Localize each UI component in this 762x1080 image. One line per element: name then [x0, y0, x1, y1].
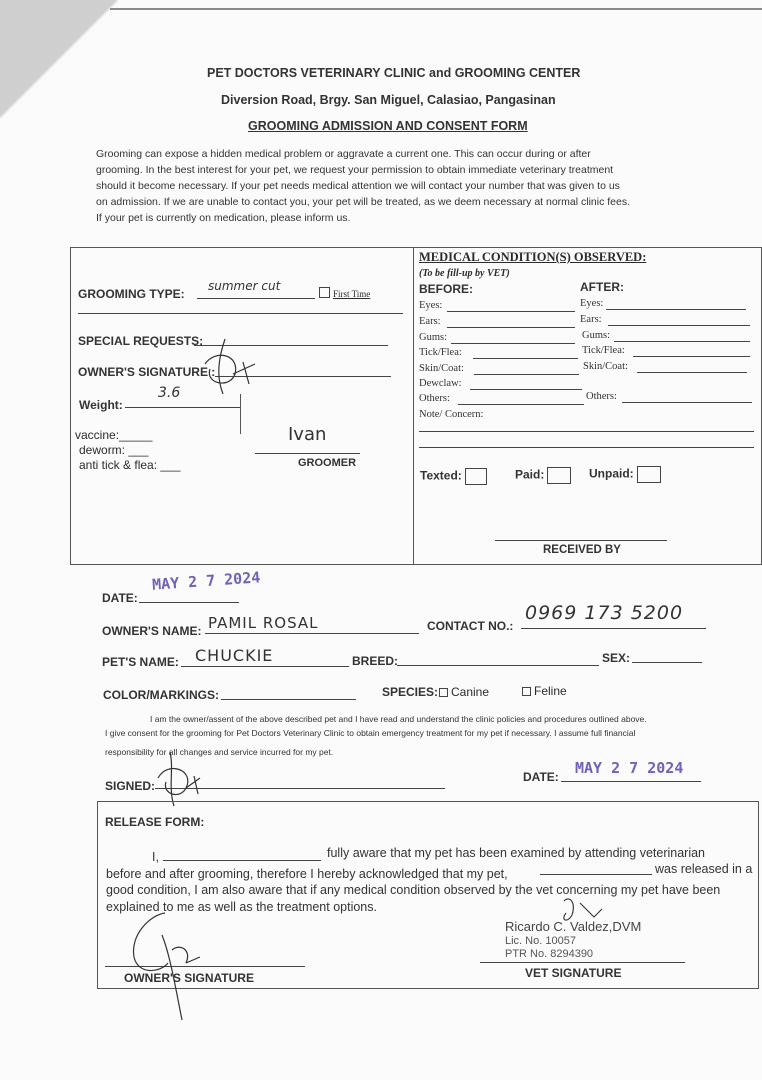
before-others-line[interactable] — [458, 404, 584, 405]
release-line3: good condition, I am also aware that if any medical condition observed by the vet concerning my pet have been — [106, 883, 721, 897]
release-name-line[interactable] — [163, 860, 321, 861]
consent-line: I give consent for the grooming for Pet Doctors Veterinary Clinic to obtain emergency treatment for my pet if necessary. I assume full financial — [105, 728, 636, 738]
release-line4: explained to me as well as the treatment options. — [106, 900, 377, 914]
before-skin-line[interactable] — [474, 374, 579, 375]
species-feline-option[interactable] — [522, 684, 567, 698]
deworm-label: deworm: — [79, 443, 126, 457]
groomer-line — [255, 453, 360, 454]
after-gums-line[interactable] — [614, 341, 750, 342]
before-skin: Skin/Coat: — [419, 363, 464, 374]
pet-name-line — [181, 666, 349, 667]
pet-name-label: PET'S NAME: — [102, 655, 179, 669]
note-line-2[interactable] — [419, 447, 754, 448]
contact-label: CONTACT NO.: — [427, 619, 514, 633]
paid-label: Paid: — [515, 467, 545, 482]
vet-signature-line[interactable] — [480, 962, 685, 963]
before-tick-line[interactable] — [473, 358, 578, 359]
sex-line[interactable] — [632, 662, 702, 663]
groomer-signature[interactable]: Ivan — [288, 424, 327, 445]
after-tick-line[interactable] — [633, 356, 750, 357]
form-title: GROOMING ADMISSION AND CONSENT FORM — [248, 119, 528, 133]
weight-line — [125, 407, 240, 408]
release-signature-scribble-icon — [120, 905, 210, 1025]
clinic-name: PET DOCTORS VETERINARY CLINIC and GROOMING CENTER — [207, 66, 581, 80]
after-tick: Tick/Flea: — [582, 345, 625, 356]
texted-label: Texted: — [420, 468, 462, 483]
after-skin-line[interactable] — [637, 372, 747, 373]
release-pet-line[interactable] — [540, 874, 652, 875]
signature-scribble-icon — [185, 334, 265, 404]
sex-label: SEX: — [602, 651, 631, 665]
contact-value[interactable]: 0969 173 5200 — [525, 602, 684, 624]
before-eyes-line[interactable] — [447, 311, 575, 312]
after-label: AFTER: — [580, 280, 624, 294]
intro-line: grooming. In the best interest for your pet, we request your permission to obtain immediate veterinary treatment — [96, 164, 614, 176]
before-ears-line[interactable] — [447, 327, 575, 328]
release-i: I, — [152, 850, 159, 864]
clinic-address: Diversion Road, Brgy. San Miguel, Calasiao, Pangasinan — [221, 93, 556, 107]
color-label: COLOR/MARKINGS: — [103, 688, 219, 702]
vet-lic-no: Lic. No. 10057 — [505, 935, 576, 947]
medical-title: MEDICAL CONDITION(S) OBSERVED: — [419, 250, 647, 264]
species-feline-label: Feline — [534, 684, 567, 698]
first-time-option[interactable] — [319, 287, 370, 299]
texted-field[interactable] — [420, 468, 487, 485]
consent-date-line — [561, 781, 701, 782]
grooming-type-value[interactable]: summer cut — [208, 279, 281, 293]
before-others: Others: — [419, 393, 450, 404]
paid-field[interactable] — [515, 467, 571, 484]
checkbox-icon[interactable] — [319, 287, 330, 298]
weight-value[interactable]: 3.6 — [158, 385, 181, 401]
pet-name-value[interactable]: CHUCKIE — [195, 646, 274, 665]
texted-checkbox-icon[interactable] — [465, 468, 487, 485]
after-gums: Gums: — [582, 330, 611, 341]
note-line-1[interactable] — [419, 431, 754, 432]
received-by-label: RECEIVED BY — [543, 544, 621, 556]
first-time-label: First Time — [333, 289, 371, 299]
after-eyes: Eyes: — [580, 298, 604, 309]
unpaid-field[interactable] — [589, 466, 661, 483]
breed-label: BREED: — [352, 654, 399, 668]
unpaid-checkbox-icon[interactable] — [637, 466, 661, 483]
before-ears: Ears: — [419, 316, 441, 327]
vet-signature-label: VET SIGNATURE — [525, 966, 622, 980]
date-stamp[interactable]: MAY 2 7 2024 — [151, 568, 261, 594]
special-requests-label: SPECIAL REQUESTS: — [78, 334, 204, 348]
after-skin: Skin/Coat: — [583, 361, 628, 372]
contact-line — [521, 628, 706, 629]
release-line2b: was released in a — [655, 862, 753, 876]
deworm-field: deworm: ___ — [79, 443, 149, 457]
paid-checkbox-icon[interactable] — [547, 467, 571, 484]
vet-name: Ricardo C. Valdez,DVM — [505, 919, 642, 934]
intro-line: on admission. If we are unable to contact you, your pet will be treated, as we deem necessary at normal clinic fees. — [96, 196, 631, 208]
consent-line: I am the owner/assent of the above described pet and I have read and understand the clinic policies and procedures outlined above. — [150, 714, 647, 724]
species-canine-option[interactable] — [439, 685, 489, 699]
folded-corner — [0, 0, 118, 118]
owner-signature-label: OWNER'S SIGNATURE : — [78, 365, 216, 379]
consent-line: responsibility for all changes and service incurred for my pet. — [105, 747, 334, 757]
medical-subtitle: (To be fill-up by VET) — [419, 268, 510, 279]
unpaid-label: Unpaid: — [589, 466, 634, 481]
owner-release-signature-label: OWNER'S SIGNATURE — [124, 971, 254, 985]
release-line1: fully aware that my pet has been examined by attending veterinarian — [327, 846, 706, 860]
grooming-type-line-2 — [78, 313, 403, 314]
species-label: SPECIES: — [382, 685, 439, 699]
note-label: Note/ Concern: — [419, 409, 484, 420]
before-gums-line[interactable] — [451, 343, 575, 344]
color-line[interactable] — [221, 699, 356, 700]
before-eyes: Eyes: — [419, 300, 443, 311]
species-canine-label: Canine — [451, 685, 490, 699]
owner-name-line — [205, 633, 419, 634]
before-gums: Gums: — [419, 332, 448, 343]
date-line — [139, 602, 239, 603]
feline-checkbox-icon[interactable] — [522, 687, 531, 696]
intro-line: Grooming can expose a hidden medical problem or aggravate a current one. This can occur during or after — [96, 148, 591, 160]
after-ears: Ears: — [580, 314, 602, 325]
owner-name-value[interactable]: PAMIL ROSAL — [208, 614, 319, 632]
received-by-line[interactable] — [495, 540, 667, 541]
groomer-label: GROOMER — [298, 457, 357, 469]
consent-date-label: DATE: — [523, 770, 559, 784]
after-others-line[interactable] — [622, 402, 752, 403]
before-label: BEFORE: — [419, 282, 473, 296]
after-others: Others: — [586, 391, 617, 402]
owner-name-label: OWNER'S NAME: — [102, 624, 202, 638]
vaccine-label: vaccine: — [75, 428, 120, 442]
vaccine-field: vaccine:_____ — [75, 428, 153, 442]
intro-line: If your pet is currently on medication, please inform us. — [96, 212, 351, 224]
intro-paragraph — [96, 146, 708, 226]
release-title: RELEASE FORM: — [105, 815, 205, 829]
release-line2: before and after grooming, therefore I hereby acknowledged that my pet, — [106, 867, 508, 881]
top-edge-line — [110, 8, 762, 10]
before-dewclaw: Dewclaw: — [419, 378, 462, 389]
vet-ptr-no: PTR No. 8294390 — [505, 948, 594, 960]
consent-date-stamp[interactable]: MAY 2 7 2024 — [575, 759, 684, 777]
canine-checkbox-icon[interactable] — [439, 688, 448, 697]
breed-line[interactable] — [397, 665, 599, 666]
grooming-type-label: GROOMING TYPE: — [78, 287, 185, 301]
before-tick: Tick/Flea: — [419, 347, 462, 358]
after-eyes-line[interactable] — [606, 309, 746, 310]
panel-divider — [413, 247, 414, 564]
weight-mark — [240, 394, 241, 434]
weight-label: Weight: — [79, 398, 123, 412]
antitick-label: anti tick & flea: — [79, 458, 158, 472]
after-ears-line[interactable] — [608, 325, 750, 326]
before-dewclaw-line[interactable] — [470, 389, 582, 390]
signed-label: SIGNED: — [105, 779, 156, 793]
date-label: DATE: — [102, 591, 138, 605]
intro-line: should it become necessary. If your pet needs medical attention we will contact your number that was given to us — [96, 180, 620, 192]
grooming-type-line — [197, 298, 315, 299]
antitick-field: anti tick & flea: ___ — [79, 458, 181, 472]
